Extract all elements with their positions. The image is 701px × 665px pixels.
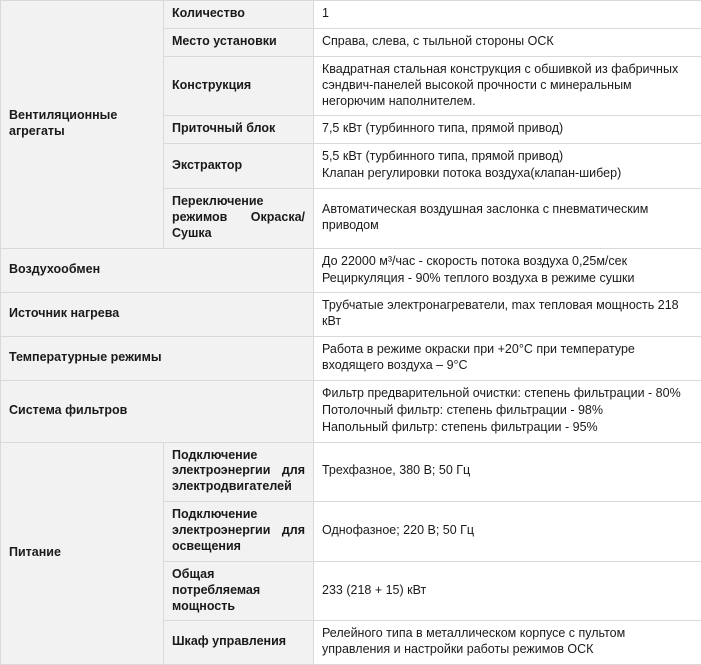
row-value [314,116,701,144]
table-row [1,442,701,502]
row-sub-label: Экстрактор [164,144,314,189]
table-row [1,248,701,293]
row-sub-label: Подключение электроэнергии для электродвигателей [164,442,314,502]
row-group-label: Питание [1,442,164,665]
value-line: Работа в режиме окраски при +20°С при температуре входящего воздуха – 9°С [322,342,693,374]
value-line: Клапан регулировки потока воздуха(клапан-шибер) [322,166,693,182]
table-row [1,293,701,337]
row-value [314,1,701,29]
value-line: Рециркуляция - 90% теплого воздуха в режиме сушки [322,271,693,287]
row-sub-label: Количество [164,1,314,29]
row-value [314,144,701,189]
row-group-label: Система фильтров [1,380,314,442]
row-value [314,189,701,249]
value-line: Автоматическая воздушная заслонка с пневматическим приводом [322,202,693,234]
table-row [1,380,701,442]
row-sub-label: Общая потребляемая мощность [164,561,314,621]
row-group-label: Вентиляционные агрегаты [1,1,164,249]
row-value [314,502,701,562]
row-sub-label: Конструкция [164,56,314,116]
row-sub-label: Место установки [164,28,314,56]
row-value [314,56,701,116]
value-line: 1 [322,6,693,22]
table-row [1,1,701,29]
value-line: До 22000 м³/час - скорость потока воздуха 0,25м/сек [322,254,693,270]
row-group-label: Источник нагрева [1,293,314,337]
value-line: Напольный фильтр: степень фильтрации - 95% [322,420,693,436]
row-value [314,28,701,56]
row-sub-label: Шкаф управления [164,621,314,665]
row-value [314,380,701,442]
value-line: Потолочный фильтр: степень фильтрации - 98% [322,403,693,419]
row-value [314,248,701,293]
row-value [314,561,701,621]
value-line: 233 (218 + 15) кВт [322,583,693,599]
value-line: Квадратная стальная конструкция с обшивкой из фабричных сэндвич-панелей высокой прочности с минеральным негорючим наполнителем. [322,62,693,110]
value-line: Однофазное; 220 В; 50 Гц [322,523,693,539]
row-sub-label: Переключение режимов Окраска/Сушка [164,189,314,249]
row-sub-label: Подключение электроэнергии для освещения [164,502,314,562]
value-line: Релейного типа в металлическом корпусе с пультом управления и настройки работы режимов ОСК [322,626,693,658]
row-value [314,621,701,665]
row-value [314,293,701,337]
table-row [1,337,701,381]
value-line: Фильтр предварительной очистки: степень фильтрации - 80% [322,386,693,402]
row-group-label: Температурные режимы [1,337,314,381]
row-value [314,442,701,502]
value-line: Справа, слева, с тыльной стороны ОСК [322,34,693,50]
row-group-label: Воздухообмен [1,248,314,293]
row-value [314,337,701,381]
value-line: 5,5 кВт (турбинного типа, прямой привод) [322,149,693,165]
value-line: 7,5 кВт (турбинного типа, прямой привод) [322,121,693,137]
value-line: Трехфазное, 380 В; 50 Гц [322,463,693,479]
row-sub-label: Приточный блок [164,116,314,144]
value-line: Трубчатые электронагреватели, max тепловая мощность 218 кВт [322,298,693,330]
